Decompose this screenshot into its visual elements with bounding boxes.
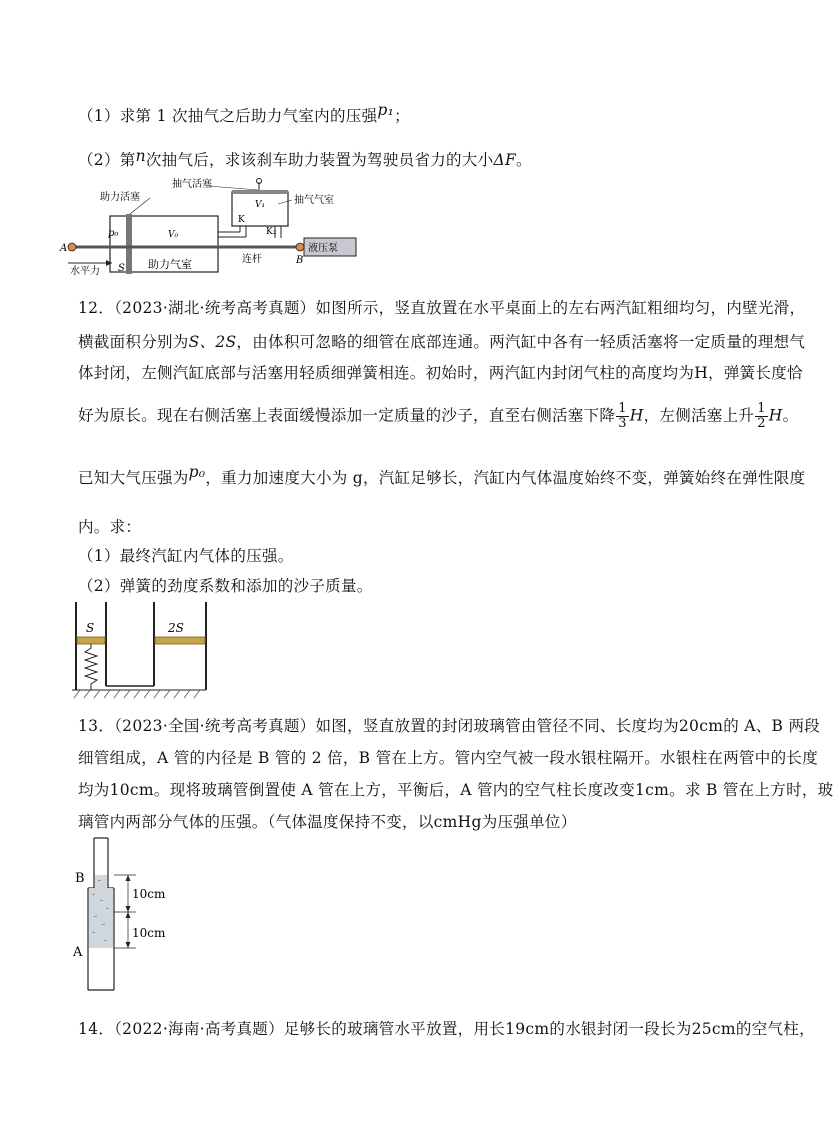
q12-line-6: 内。求： — [78, 518, 142, 536]
label-a-tube: A — [73, 945, 83, 960]
subquestion-2: （2）第n次抽气后，求该刹车助力装置为驾驶员省力的大小ΔF。 — [78, 147, 532, 169]
label-s-left: S — [86, 621, 95, 635]
label-b-tube: B — [75, 871, 85, 886]
label-booster-chamber: 助力气室 — [148, 258, 192, 271]
label-v0: V₀ — [168, 230, 179, 240]
label-s: S — [118, 263, 125, 274]
fraction-one-half: $\frac{1}{2}$ — [757, 401, 766, 431]
label-booster-piston: 助力活塞 — [100, 192, 140, 203]
dimension-b-mercury: 10cm — [132, 887, 166, 901]
label-b: B — [296, 255, 304, 266]
q12-subquestion-1: （1）最终汽缸内气体的压强。 — [78, 547, 294, 565]
q13-line-1: 13．（2023·全国·统考高考真题）如图，竖直放置的封闭玻璃管由管径不同、长度均为20cm的 A、B 两段 — [78, 717, 821, 735]
label-k: K — [238, 215, 245, 225]
q14-line-1: 14．（2022·海南·高考真题）足够长的玻璃管水平放置，用长19cm的水银封闭一段长为25cm的空气柱， — [78, 1020, 815, 1038]
q12-subquestion-2: （2）弹簧的劲度系数和添加的沙子质量。 — [78, 577, 373, 595]
label-2s-right: 2S — [168, 621, 184, 635]
label-k2: K₂ — [266, 227, 277, 237]
label-v1: V₁ — [255, 200, 266, 210]
label-hydraulic-pump: 液压泵 — [308, 243, 338, 254]
q12-line-3: 体封闭，左侧汽缸底部与活塞用轻质细弹簧相连。初始时，两汽缸内封闭气柱的高度均为H，弹簧长度恰 — [78, 364, 803, 382]
dimension-a-mercury: 10cm — [132, 926, 166, 940]
q13-line-4: 璃管内两部分气体的压强。（气体温度保持不变，以cmHg为压强单位） — [78, 813, 577, 831]
subquestion-1: （1）求第 1 次抽气之后助力气室内的压强p₁； — [78, 101, 410, 125]
q12-line-5: 已知大气压强为p₀，重力加速度大小为 g，汽缸足够长，汽缸内气体温度始终不变，弹簧始终在弹性限度 — [78, 463, 806, 487]
brake-booster-figure — [60, 176, 370, 280]
label-force: 水平力 — [70, 266, 100, 277]
glass-tube-figure — [70, 836, 190, 992]
label-p0: p₀ — [108, 228, 119, 239]
label-rod: 连杆 — [242, 254, 262, 265]
q12-line-2: 横截面积分别为S、2S，由体积可忽略的细管在底部连通。两汽缸中各有一轻质活塞将一定质量的理想气 — [78, 333, 806, 351]
q12-line-4: 好为原长。现在右侧活塞上表面缓慢添加一定质量的沙子，直至右侧活塞下降 $\frac{1}{3}$ H，左侧活塞上升 $\frac{1}{2}$ H。 — [78, 401, 799, 431]
label-a: A — [60, 243, 68, 254]
q13-line-2: 细管组成，A 管的内径是 B 管的 2 倍，B 管在上方。管内空气被一段水银柱隔开。水银柱在两管中的长度 — [78, 749, 819, 767]
q12-line-1: 12．（2023·湖北·统考高考真题）如图所示，竖直放置在水平桌面上的左右两汽缸粗细均匀，内壁光滑， — [78, 299, 806, 317]
two-cylinder-figure — [70, 602, 210, 704]
label-pump-piston: 抽气活塞 — [172, 179, 212, 190]
label-pump-chamber: 抽气气室 — [294, 195, 334, 206]
q13-line-3: 均为10cm。现将玻璃管倒置使 A 管在上方，平衡后，A 管内的空气柱长度改变1cm。求 B 管在上方时，玻 — [78, 781, 834, 799]
fraction-one-third: $\frac{1}{3}$ — [618, 401, 627, 431]
